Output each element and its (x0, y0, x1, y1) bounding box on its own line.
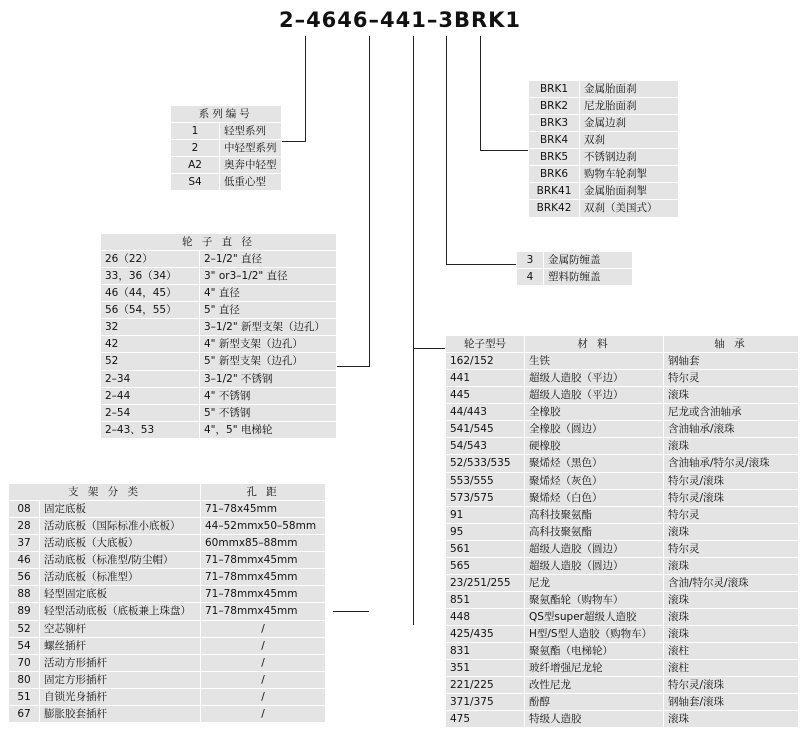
table-row (446, 591, 799, 608)
table-row (446, 489, 799, 506)
table-row (446, 711, 799, 728)
wheel-code: 91 (446, 506, 525, 523)
leader-line-cover-horizontal (446, 264, 516, 265)
bracket-name: 轻型固定底板 (40, 586, 201, 603)
wheel-bearing: 特尔灵/滚珠 (664, 677, 799, 694)
series-code: S4 (171, 174, 220, 191)
wheel-material: 聚烯烃（灰色） (525, 472, 664, 489)
table-row (529, 132, 679, 149)
diameter-table (100, 233, 337, 439)
diameter-code: 52 (101, 353, 200, 370)
bracket-name: 固定方形插杆 (40, 671, 201, 688)
series-header-row (171, 106, 282, 123)
wheel-material: H型/S型人造胶（购物车） (525, 626, 664, 643)
table-row (9, 671, 326, 688)
wheel-code: 441 (446, 370, 525, 387)
wheel-material: 聚烯烃（黑色） (525, 455, 664, 472)
wheel-code: 561 (446, 540, 525, 557)
bracket-name: 活动底板（标准型） (40, 569, 201, 586)
cover-name: 金属防缠盖 (544, 252, 633, 269)
table-row (446, 438, 799, 455)
wheel-header-code: 轮子型号 (446, 336, 525, 353)
table-row (101, 319, 337, 336)
diameter-code: 56（54，55） (101, 302, 200, 319)
wheel-material: 聚氨酯轮（购物车） (525, 591, 664, 608)
table-row (446, 694, 799, 711)
wheel-code: 221/225 (446, 677, 525, 694)
series-header: 系列编号 (171, 106, 282, 123)
diameter-code: 2–44 (101, 387, 200, 404)
table-row (9, 552, 326, 569)
bracket-name: 活动底板（国际标准小底板） (40, 518, 201, 535)
table-row (446, 421, 799, 438)
bracket-name: 轻型活动底板（底板兼上珠盘） (40, 603, 201, 620)
wheel-bearing: 钢轴套 (664, 353, 799, 370)
table-row (9, 705, 326, 722)
bracket-table (8, 483, 326, 723)
wheel-code: 475 (446, 711, 525, 728)
table-row (529, 183, 679, 200)
table-row (529, 200, 679, 217)
bracket-code: 70 (9, 654, 40, 671)
series-name: 中轻型系列 (220, 140, 282, 157)
diameter-name: 4" 新型支架（边孔） (200, 336, 337, 353)
bracket-pitch: 71–78x45mm (201, 501, 326, 518)
wheel-code: 162/152 (446, 353, 525, 370)
bracket-code: 88 (9, 586, 40, 603)
table-row (9, 586, 326, 603)
wheel-code: 52/533/535 (446, 455, 525, 472)
wheel-code: 445 (446, 387, 525, 404)
diameter-code: 26（22） (101, 251, 200, 268)
cover-code: 3 (517, 252, 544, 269)
wheel-material: 酚醇 (525, 694, 664, 711)
table-row (171, 157, 282, 174)
table-row (9, 688, 326, 705)
leader-line-diameter-vertical (369, 36, 370, 366)
diameter-name: 5" 直径 (200, 302, 337, 319)
wheel-material: 玻纤增强尼龙轮 (525, 660, 664, 677)
wheel-material: 高科技聚氨酯 (525, 523, 664, 540)
diameter-name: 3–1/2" 新型支架（边孔） (200, 319, 337, 336)
wheel-code: 95 (446, 523, 525, 540)
wheel-material: 聚氨酯（电梯轮） (525, 643, 664, 660)
table-row (101, 251, 337, 268)
wheel-bearing: 钢轴套/滚珠 (664, 694, 799, 711)
diameter-code: 33，36（34） (101, 268, 200, 285)
table-row (446, 472, 799, 489)
diameter-code: 2–34 (101, 370, 200, 387)
brake-name: 不锈钢边刹 (580, 149, 679, 166)
table-row (446, 506, 799, 523)
wheel-material: 超级人造胶（圆边） (525, 557, 664, 574)
diameter-name: 4" 直径 (200, 285, 337, 302)
cover-code: 4 (517, 269, 544, 286)
bracket-name: 活动底板（标准型/防尘帽） (40, 552, 201, 569)
table-row (101, 421, 337, 438)
wheel-bearing: 特尔灵 (664, 506, 799, 523)
series-name: 轻型系列 (220, 123, 282, 140)
brake-code: BRK5 (529, 149, 580, 166)
wheel-material: 超级人造胶（圆边） (525, 540, 664, 557)
table-row (9, 569, 326, 586)
wheel-material: 全橡胶 (525, 404, 664, 421)
leader-line-wheel-horizontal (413, 348, 445, 349)
series-name: 奥奔中轻型 (220, 157, 282, 174)
bracket-name: 固定底板 (40, 501, 201, 518)
table-row (446, 540, 799, 557)
table-row (517, 269, 633, 286)
wheel-material: 改性尼龙 (525, 677, 664, 694)
wheel-material: 生铁 (525, 353, 664, 370)
table-row (101, 302, 337, 319)
table-row (517, 252, 633, 269)
wheel-header-material: 材 料 (525, 336, 664, 353)
bracket-code: 67 (9, 705, 40, 722)
table-row (446, 677, 799, 694)
brake-code: BRK4 (529, 132, 580, 149)
leader-line-series-vertical (305, 36, 306, 141)
series-name: 低重心型 (220, 174, 282, 191)
series-code: 1 (171, 123, 220, 140)
table-row (529, 81, 679, 98)
wheel-material: 高科技聚氨酯 (525, 506, 664, 523)
diameter-name: 4"，5" 电梯轮 (200, 421, 337, 438)
table-row (171, 123, 282, 140)
bracket-pitch: 71–78mmx45mm (201, 569, 326, 586)
series-table (170, 105, 282, 191)
bracket-header-classification: 支 架 分 类 (9, 484, 201, 501)
wheel-material: 聚烯烃（白色） (525, 489, 664, 506)
bracket-pitch: 44–52mmx50–58mm (201, 518, 326, 535)
table-row (101, 268, 337, 285)
wheel-bearing: 尼龙或含油轴承 (664, 404, 799, 421)
wheel-bearing: 特尔灵/滚珠 (664, 489, 799, 506)
wheel-code: 553/555 (446, 472, 525, 489)
brake-code: BRK1 (529, 81, 580, 98)
table-row (446, 609, 799, 626)
diameter-name: 4" 不锈钢 (200, 387, 337, 404)
table-row (446, 557, 799, 574)
table-row (446, 643, 799, 660)
wheel-material: 全橡胶（圆边） (525, 421, 664, 438)
table-row (171, 140, 282, 157)
wheel-bearing: 含油轴承/滚珠 (664, 421, 799, 438)
diameter-code: 46（44，45） (101, 285, 200, 302)
leader-line-brake-vertical (480, 36, 481, 150)
table-row (171, 174, 282, 191)
brake-code: BRK2 (529, 98, 580, 115)
wheel-material: 超级人造胶（平边） (525, 387, 664, 404)
bracket-name: 活动底板（大底板） (40, 535, 201, 552)
wheel-material: QS型super超级人造胶 (525, 609, 664, 626)
wheel-bearing: 含油轴承/特尔灵/滚珠 (664, 455, 799, 472)
cover-table (516, 251, 633, 286)
wheel-bearing: 滚珠 (664, 591, 799, 608)
wheel-header-row (446, 336, 799, 353)
diameter-name: 3" or3–1/2" 直径 (200, 268, 337, 285)
table-row (9, 620, 326, 637)
table-row (446, 370, 799, 387)
brake-name: 金属边刹 (580, 115, 679, 132)
brake-name: 购物车轮刹掣 (580, 166, 679, 183)
wheel-bearing: 含油/特尔灵/滚珠 (664, 574, 799, 591)
diameter-header: 轮 子 直 径 (101, 234, 337, 251)
table-row (9, 654, 326, 671)
diameter-code: 42 (101, 336, 200, 353)
diameter-name: 3–1/2" 不锈钢 (200, 370, 337, 387)
table-row (446, 455, 799, 472)
bracket-code: 80 (9, 671, 40, 688)
table-row (101, 353, 337, 370)
wheel-bearing: 滚珠 (664, 523, 799, 540)
bracket-code: 08 (9, 501, 40, 518)
bracket-pitch: 71–78mmx45mm (201, 552, 326, 569)
diameter-code: 2–54 (101, 404, 200, 421)
table-row (446, 387, 799, 404)
bracket-pitch: / (201, 671, 326, 688)
bracket-code: 46 (9, 552, 40, 569)
table-row (101, 387, 337, 404)
series-code: A2 (171, 157, 220, 174)
wheel-code: 851 (446, 591, 525, 608)
wheel-bearing: 滚珠 (664, 626, 799, 643)
bracket-code: 37 (9, 535, 40, 552)
product-code-title: 2–4646–441–3BRK1 (278, 8, 522, 32)
table-row (101, 285, 337, 302)
bracket-pitch: / (201, 620, 326, 637)
bracket-pitch: 60mmx85–88mm (201, 535, 326, 552)
bracket-name: 活动方形插杆 (40, 654, 201, 671)
leader-line-cover-vertical (446, 36, 447, 264)
wheel-header-bearing: 轴 承 (664, 336, 799, 353)
table-row (529, 149, 679, 166)
table-row (446, 523, 799, 540)
brake-name: 双刹 (580, 132, 679, 149)
table-row (9, 518, 326, 535)
bracket-pitch: 71–78mmx45mm (201, 586, 326, 603)
table-row (446, 626, 799, 643)
bracket-code: 54 (9, 637, 40, 654)
bracket-pitch: / (201, 688, 326, 705)
wheel-table (445, 335, 799, 728)
brake-code: BRK6 (529, 166, 580, 183)
table-row (529, 115, 679, 132)
bracket-pitch: 71–78mmx45mm (201, 603, 326, 620)
table-row (446, 353, 799, 370)
brake-name: 金属胎面刹掣 (580, 183, 679, 200)
wheel-bearing: 滚珠 (664, 609, 799, 626)
wheel-code: 54/543 (446, 438, 525, 455)
diameter-name: 5" 不锈钢 (200, 404, 337, 421)
bracket-pitch: / (201, 637, 326, 654)
wheel-bearing: 特尔灵 (664, 540, 799, 557)
bracket-code: 56 (9, 569, 40, 586)
table-row (101, 370, 337, 387)
bracket-code: 51 (9, 688, 40, 705)
wheel-code: 23/251/255 (446, 574, 525, 591)
brake-name: 尼龙胎面刹 (580, 98, 679, 115)
bracket-name: 螺丝插杆 (40, 637, 201, 654)
bracket-code: 89 (9, 603, 40, 620)
leader-line-bracket-horizontal (333, 611, 369, 612)
series-code: 2 (171, 140, 220, 157)
wheel-code: 831 (446, 643, 525, 660)
wheel-code: 541/545 (446, 421, 525, 438)
wheel-code: 371/375 (446, 694, 525, 711)
brake-code: BRK42 (529, 200, 580, 217)
table-row (446, 660, 799, 677)
wheel-bearing: 特尔灵 (664, 370, 799, 387)
brake-name: 金属胎面刹 (580, 81, 679, 98)
wheel-bearing: 滚珠 (664, 711, 799, 728)
leader-line-diameter-horizontal (333, 366, 370, 367)
bracket-header-pitch: 孔 距 (201, 484, 326, 501)
cover-name: 塑料防缠盖 (544, 269, 633, 286)
bracket-name: 空芯铆杆 (40, 620, 201, 637)
diameter-code: 2–43、53 (101, 421, 200, 438)
table-row (446, 574, 799, 591)
bracket-header-row (9, 484, 326, 501)
table-row (9, 535, 326, 552)
brake-code: BRK41 (529, 183, 580, 200)
leader-line-wheel-vertical (413, 36, 414, 625)
leader-line-brake-horizontal (480, 150, 528, 151)
table-row (9, 603, 326, 620)
wheel-bearing: 滚柱 (664, 643, 799, 660)
table-row (9, 501, 326, 518)
brake-table (528, 80, 679, 218)
wheel-code: 351 (446, 660, 525, 677)
wheel-material: 尼龙 (525, 574, 664, 591)
wheel-material: 超级人造胶（平边） (525, 370, 664, 387)
wheel-bearing: 滚珠 (664, 438, 799, 455)
bracket-code: 28 (9, 518, 40, 535)
wheel-bearing: 滚柱 (664, 660, 799, 677)
wheel-code: 425/435 (446, 626, 525, 643)
bracket-name: 膨胀胶套插杆 (40, 705, 201, 722)
bracket-name: 自锁光身插杆 (40, 688, 201, 705)
table-row (446, 404, 799, 421)
wheel-code: 44/443 (446, 404, 525, 421)
bracket-code: 52 (9, 620, 40, 637)
diameter-code: 32 (101, 319, 200, 336)
diameter-name: 5" 新型支架（边孔） (200, 353, 337, 370)
table-row (9, 637, 326, 654)
wheel-code: 565 (446, 557, 525, 574)
diameter-header-row (101, 234, 337, 251)
table-row (529, 166, 679, 183)
wheel-code: 448 (446, 609, 525, 626)
bracket-pitch: / (201, 654, 326, 671)
wheel-bearing: 滚珠 (664, 387, 799, 404)
diameter-name: 2–1/2" 直径 (200, 251, 337, 268)
table-row (101, 404, 337, 421)
wheel-bearing: 滚珠 (664, 557, 799, 574)
wheel-material: 特级人造胶 (525, 711, 664, 728)
table-row (101, 336, 337, 353)
wheel-code: 573/575 (446, 489, 525, 506)
brake-name: 双刹（美国式） (580, 200, 679, 217)
wheel-material: 硬橡胶 (525, 438, 664, 455)
wheel-bearing: 特尔灵/滚珠 (664, 472, 799, 489)
brake-code: BRK3 (529, 115, 580, 132)
table-row (529, 98, 679, 115)
bracket-pitch: / (201, 705, 326, 722)
